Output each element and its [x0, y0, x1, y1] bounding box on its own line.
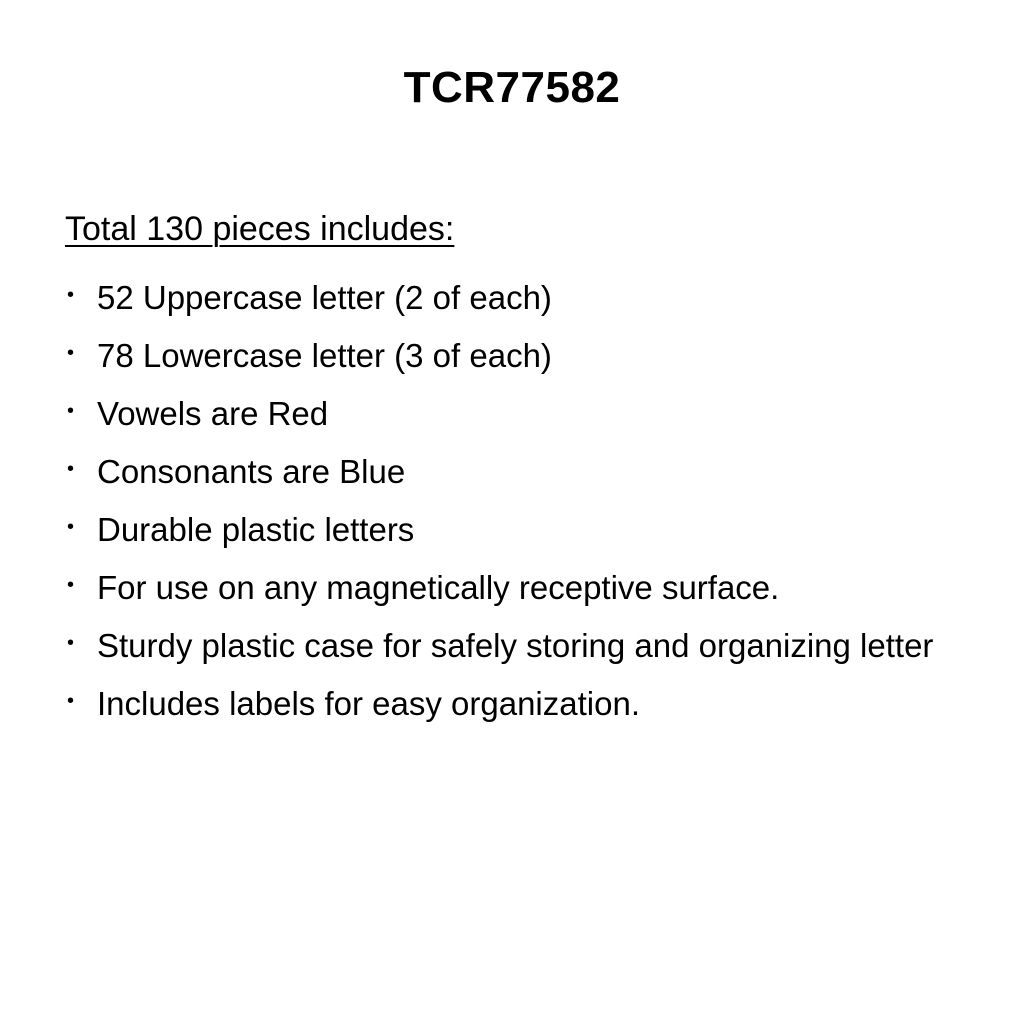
- bullet-icon: •: [67, 631, 75, 654]
- list-item-text: 52 Uppercase letter (2 of each): [97, 278, 552, 316]
- list-item-text: 78 Lowercase letter (3 of each): [97, 336, 552, 374]
- list-item-text: For use on any magnetically receptive surface.: [97, 568, 780, 606]
- bullet-icon: •: [67, 457, 75, 480]
- bullet-icon: •: [67, 283, 75, 306]
- bullet-icon: •: [67, 341, 75, 364]
- list-item: [65, 390, 950, 437]
- bullet-icon: •: [67, 399, 75, 422]
- list-item: [65, 332, 950, 379]
- bullet-icon: •: [67, 689, 75, 712]
- list-item: [65, 506, 950, 553]
- list-item: [65, 274, 950, 321]
- list-item-text: Consonants are Blue: [97, 452, 406, 490]
- list-item-text: Vowels are Red: [97, 394, 329, 432]
- list-item-text: Durable plastic letters: [97, 510, 415, 548]
- bullet-icon: •: [67, 515, 75, 538]
- bullet-icon: •: [67, 573, 75, 596]
- list-item: [65, 680, 950, 727]
- section-heading: Total 130 pieces includes:: [65, 209, 455, 248]
- feature-bullet-list: [65, 274, 950, 727]
- page-title: TCR77582: [403, 63, 621, 112]
- list-item-text: Includes labels for easy organization.: [97, 684, 640, 722]
- list-item: [65, 564, 950, 611]
- list-item-text: Sturdy plastic case for safely storing and organizing letter: [97, 626, 934, 664]
- list-item: [65, 622, 950, 669]
- list-item: [65, 448, 950, 495]
